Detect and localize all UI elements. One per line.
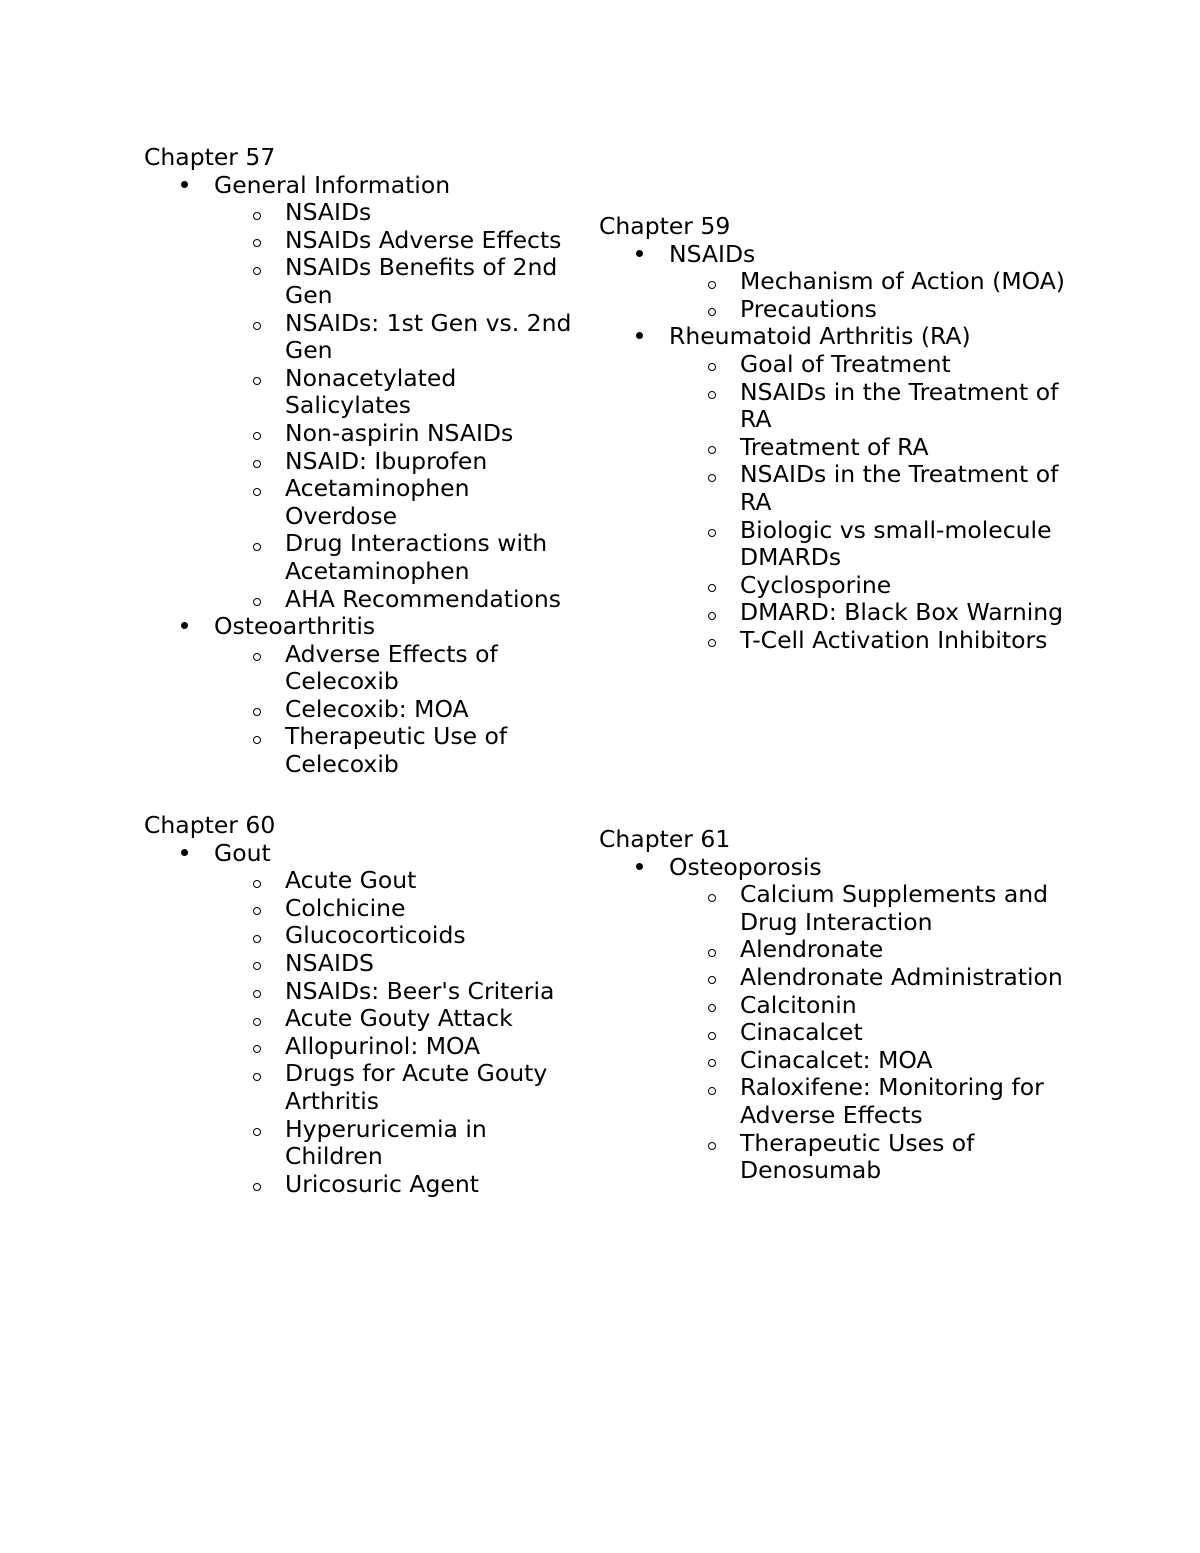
subtopic-label: DMARD: Black Box Warning (740, 598, 1064, 627)
subtopic-item (214, 448, 585, 476)
subtopic-item (669, 992, 1070, 1020)
subtopic-item (214, 696, 585, 724)
subtopic-item (669, 1047, 1070, 1075)
circle-bullet-icon (251, 1116, 263, 1144)
circle-bullet-icon (706, 461, 718, 489)
chapter-title: Chapter 60 (144, 811, 276, 839)
circle-bullet-icon (706, 1130, 718, 1158)
subtopic-label: Alendronate Administration (740, 962, 1063, 991)
circle-bullet-icon (251, 978, 263, 1006)
subtopic-label: Celecoxib: MOA (285, 694, 469, 723)
subtopic-item (669, 434, 1070, 462)
subtopic-label: Allopurinol: MOA (285, 1031, 481, 1060)
subtopic-list (599, 881, 1069, 1185)
bullet-icon (177, 840, 191, 868)
subtopic-item (669, 351, 1070, 379)
subtopic-item (669, 572, 1070, 600)
topic-item (599, 854, 1069, 1185)
chapter-title: Chapter 59 (599, 212, 731, 240)
chapter-61-section (599, 826, 1069, 1185)
subtopic-item (669, 1074, 1070, 1129)
subtopic-label: NSAIDs in the Treatment of RA (740, 460, 1059, 516)
subtopic-item (214, 227, 585, 255)
subtopic-item (669, 1130, 1070, 1185)
subtopic-item (669, 461, 1070, 516)
circle-bullet-icon (251, 254, 263, 282)
subtopic-list (599, 268, 1069, 323)
subtopic-item (669, 296, 1070, 324)
circle-bullet-icon (706, 1019, 718, 1047)
chapter-title: Chapter 57 (144, 143, 276, 171)
subtopic-item (214, 922, 585, 950)
subtopic-item (214, 1033, 585, 1061)
circle-bullet-icon (251, 448, 263, 476)
circle-bullet-icon (706, 296, 718, 324)
bullet-icon (177, 613, 191, 641)
subtopic-item (669, 1019, 1070, 1047)
circle-bullet-icon (251, 696, 263, 724)
circle-bullet-icon (251, 310, 263, 338)
subtopic-item (214, 586, 585, 614)
subtopic-item (669, 881, 1070, 936)
subtopic-label: Drugs for Acute Gouty Arthritis (285, 1059, 548, 1115)
topic-label: NSAIDs (669, 239, 756, 268)
circle-bullet-icon (251, 641, 263, 669)
subtopic-label: NSAIDs Adverse Effects (285, 225, 562, 254)
chapter-title: Chapter 61 (599, 825, 731, 853)
subtopic-label: NSAIDs in the Treatment of RA (740, 377, 1059, 434)
topic-label: Gout (214, 838, 271, 867)
subtopic-item (214, 950, 585, 978)
circle-bullet-icon (251, 586, 263, 614)
subtopic-label: Biologic vs small-molecule DMARDs (740, 515, 1052, 572)
subtopic-label: Precautions (740, 294, 877, 323)
topic-item (144, 172, 584, 614)
subtopic-label: AHA Recommendations (285, 584, 562, 613)
chapter-57-section (144, 144, 584, 779)
subtopic-item (214, 1060, 585, 1115)
bullet-icon (177, 172, 191, 200)
subtopic-item (669, 268, 1070, 296)
subtopic-label: T-Cell Activation Inhibitors (740, 625, 1048, 654)
subtopic-label: Therapeutic Use of Celecoxib (285, 722, 508, 779)
chapter-59-section (599, 213, 1069, 655)
subtopic-list (144, 867, 584, 1198)
subtopic-label: NSAIDs: 1st Gen vs. 2nd Gen (285, 308, 572, 365)
bullet-icon (632, 854, 646, 882)
subtopic-item (214, 723, 585, 778)
subtopic-item (214, 420, 585, 448)
topic-list (144, 172, 584, 779)
topic-list (599, 854, 1069, 1185)
circle-bullet-icon (251, 227, 263, 255)
subtopic-item (214, 1116, 585, 1171)
subtopic-label: Acetaminophen Overdose (285, 474, 470, 530)
bullet-icon (632, 323, 646, 351)
circle-bullet-icon (251, 365, 263, 393)
circle-bullet-icon (706, 379, 718, 407)
subtopic-label: NSAIDs (285, 198, 372, 227)
subtopic-item (669, 599, 1070, 627)
subtopic-item (214, 530, 585, 585)
topic-list (144, 840, 584, 1199)
circle-bullet-icon (706, 1074, 718, 1102)
subtopic-label: NSAIDS (285, 948, 374, 977)
subtopic-label: Colchicine (285, 893, 406, 922)
circle-bullet-icon (251, 723, 263, 751)
topic-list (599, 241, 1069, 655)
subtopic-label: Raloxifene: Monitoring for Adverse Effects (740, 1073, 1044, 1129)
circle-bullet-icon (251, 1005, 263, 1033)
subtopic-label: Uricosuric Agent (285, 1169, 479, 1198)
subtopic-label: Mechanism of Action (MOA) (740, 267, 1065, 296)
subtopic-label: Acute Gout (285, 866, 417, 895)
circle-bullet-icon (251, 950, 263, 978)
circle-bullet-icon (706, 881, 718, 909)
subtopic-list (144, 641, 584, 779)
subtopic-item (214, 641, 585, 696)
circle-bullet-icon (706, 434, 718, 462)
topic-label: Osteoporosis (669, 852, 822, 881)
circle-bullet-icon (251, 420, 263, 448)
circle-bullet-icon (706, 964, 718, 992)
circle-bullet-icon (706, 599, 718, 627)
subtopic-item (214, 1171, 585, 1199)
circle-bullet-icon (251, 1033, 263, 1061)
chapter-60-section (144, 812, 584, 1198)
subtopic-list (144, 199, 584, 613)
subtopic-item (669, 964, 1070, 992)
topic-label: Osteoarthritis (214, 612, 376, 641)
subtopic-label: NSAID: Ibuprofen (285, 446, 488, 475)
subtopic-item (669, 627, 1070, 655)
subtopic-item (669, 379, 1070, 434)
subtopic-item (214, 365, 585, 420)
circle-bullet-icon (251, 867, 263, 895)
subtopic-item (669, 936, 1070, 964)
subtopic-label: Glucocorticoids (285, 921, 466, 950)
subtopic-label: NSAIDs Benefits of 2nd Gen (285, 253, 558, 309)
topic-label: General Information (214, 170, 451, 199)
subtopic-label: Nonacetylated Salicylates (285, 363, 457, 420)
circle-bullet-icon (251, 922, 263, 950)
topic-label: Rheumatoid Arthritis (RA) (669, 322, 971, 351)
circle-bullet-icon (251, 530, 263, 558)
subtopic-label: Hyperuricemia in Children (285, 1114, 487, 1171)
subtopic-item (214, 895, 585, 923)
bullet-icon (632, 241, 646, 269)
circle-bullet-icon (706, 572, 718, 600)
topic-item (599, 323, 1069, 654)
subtopic-label: Calcitonin (740, 990, 857, 1019)
subtopic-label: Cinacalcet (740, 1018, 863, 1047)
subtopic-label: Adverse Effects of Celecoxib (285, 639, 498, 696)
subtopic-label: Cyclosporine (740, 570, 892, 599)
circle-bullet-icon (706, 517, 718, 545)
subtopic-label: NSAIDs: Beer's Criteria (285, 976, 555, 1005)
subtopic-item (214, 475, 585, 530)
circle-bullet-icon (251, 475, 263, 503)
subtopic-item (214, 199, 585, 227)
circle-bullet-icon (251, 1171, 263, 1199)
subtopic-item (214, 978, 585, 1006)
subtopic-list (599, 351, 1069, 655)
subtopic-label: Alendronate (740, 935, 884, 964)
subtopic-label: Therapeutic Uses of Denosumab (740, 1128, 975, 1185)
subtopic-label: Non-aspirin NSAIDs (285, 418, 514, 447)
topic-item (144, 613, 584, 779)
topic-item (144, 840, 584, 1199)
topic-item (599, 241, 1069, 324)
subtopic-item (669, 517, 1070, 572)
subtopic-item (214, 867, 585, 895)
circle-bullet-icon (706, 627, 718, 655)
subtopic-label: Goal of Treatment (740, 349, 951, 378)
circle-bullet-icon (706, 992, 718, 1020)
circle-bullet-icon (706, 351, 718, 379)
circle-bullet-icon (251, 895, 263, 923)
circle-bullet-icon (706, 936, 718, 964)
subtopic-label: Acute Gouty Attack (285, 1004, 513, 1033)
subtopic-label: Calcium Supplements and Drug Interaction (740, 880, 1049, 936)
subtopic-item (214, 310, 585, 365)
subtopic-label: Cinacalcet: MOA (740, 1045, 933, 1074)
subtopic-label: Drug Interactions with Acetaminophen (285, 529, 548, 585)
circle-bullet-icon (251, 1060, 263, 1088)
circle-bullet-icon (706, 268, 718, 296)
subtopic-item (214, 254, 585, 309)
subtopic-label: Treatment of RA (740, 432, 929, 461)
subtopic-item (214, 1005, 585, 1033)
circle-bullet-icon (706, 1047, 718, 1075)
circle-bullet-icon (251, 199, 263, 227)
